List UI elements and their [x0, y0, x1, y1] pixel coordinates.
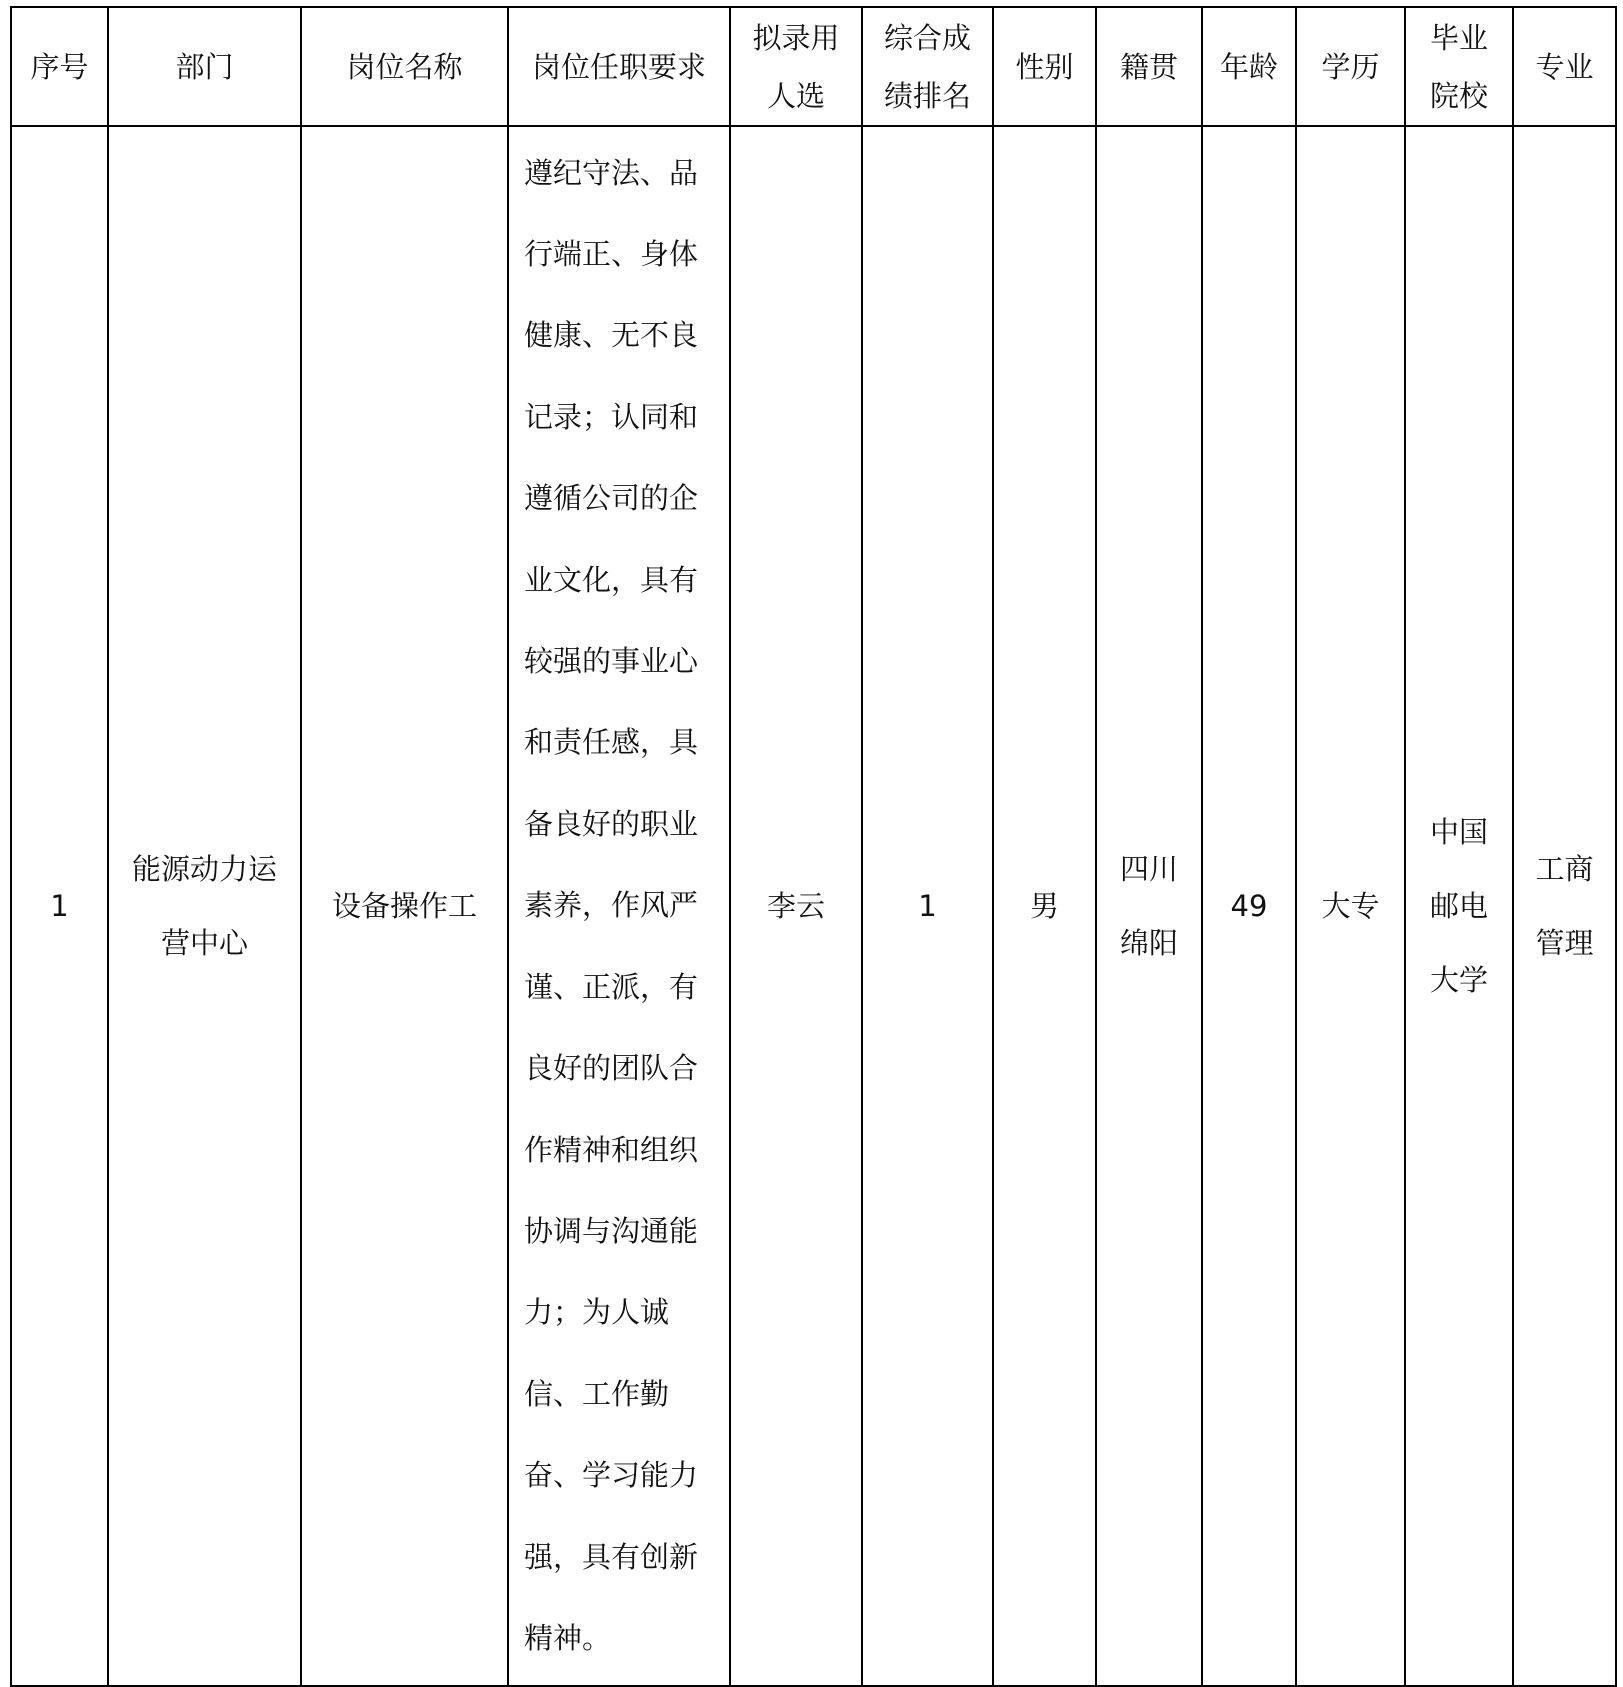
header-education: 学历 [1296, 7, 1405, 126]
cell-major: 工商管理 [1513, 126, 1616, 1686]
cell-rank: 1 [862, 126, 993, 1686]
header-position-name: 岗位名称 [301, 7, 508, 126]
header-index: 序号 [11, 7, 108, 126]
cell-hometown: 四川绵阳 [1096, 126, 1202, 1686]
header-hometown: 籍贯 [1096, 7, 1202, 126]
header-school: 毕业院校 [1405, 7, 1513, 126]
cell-gender: 男 [993, 126, 1096, 1686]
header-department: 部门 [108, 7, 301, 126]
header-row [11, 7, 1616, 126]
header-requirements: 岗位任职要求 [508, 7, 730, 126]
table-row [11, 126, 1616, 1686]
cell-school: 中国邮电大学 [1405, 126, 1513, 1686]
cell-age: 49 [1202, 126, 1296, 1686]
cell-requirements: 遵纪守法、品行端正、身体健康、无不良记录；认同和遵循公司的企业文化，具有较强的事业心和责任感，具备良好的职业素养，作风严谨、正派，有良好的团队合作精神和组织协调与沟通能力；为人诚信、工作勤奋、学习能力强，具有创新精神。 [508, 126, 730, 1686]
header-age: 年龄 [1202, 7, 1296, 126]
cell-position-name: 设备操作工 [301, 126, 508, 1686]
header-candidate: 拟录用人选 [730, 7, 862, 126]
header-gender: 性别 [993, 7, 1096, 126]
recruitment-table [10, 6, 1617, 1687]
cell-department: 能源动力运营中心 [108, 126, 301, 1686]
header-rank: 综合成绩排名 [862, 7, 993, 126]
cell-candidate: 李云 [730, 126, 862, 1686]
cell-index: 1 [11, 126, 108, 1686]
cell-education: 大专 [1296, 126, 1405, 1686]
header-major: 专业 [1513, 7, 1616, 126]
